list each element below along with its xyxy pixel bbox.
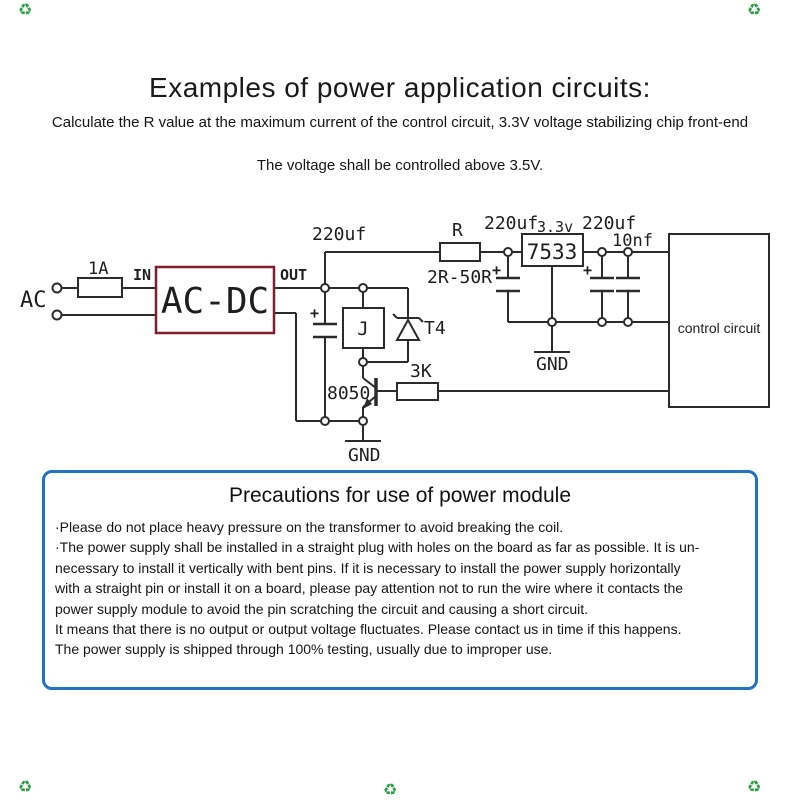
cap1-label: 220uf xyxy=(484,213,539,234)
relay-label: J xyxy=(357,318,369,340)
pin-out-label: OUT xyxy=(280,266,308,284)
cap2-plus: + xyxy=(583,261,593,279)
control-circuit-label: control circuit xyxy=(677,320,761,336)
precaution-line: The power supply is shipped through 100% testing, usually due to improper use. xyxy=(55,641,553,658)
transistor-label: 8050 xyxy=(327,383,371,404)
cap-out-plus: + xyxy=(310,304,320,322)
gnd2-label: GND xyxy=(348,445,381,466)
precaution-line: ·The power supply shall be installed in a straight plug with holes on the board as far as possible. It is un- xyxy=(55,539,700,556)
precaution-line: ·Please do not place heavy pressure on the transformer to avoid breaking the coil. xyxy=(55,519,564,535)
precaution-line: It means that there is no output or output voltage fluctuates. Please contact us in time if this happens. xyxy=(55,621,682,638)
fuse-label: 1A xyxy=(88,259,109,279)
diode-label: T4 xyxy=(424,318,446,339)
recycle-watermark-icon: ♻ xyxy=(747,2,762,19)
reg-voltage-label: 3.3v xyxy=(537,218,574,236)
cap2-label: 220uf xyxy=(582,213,637,234)
regulator-label: 7533 xyxy=(526,240,578,264)
precautions-box xyxy=(42,470,758,690)
recycle-watermark-icon: ♻ xyxy=(18,779,33,796)
precaution-line: with a straight pin or install it on a board, please pay attention not to run the wire where it contacts the xyxy=(55,580,684,597)
fuse-body xyxy=(78,278,122,297)
ac-dc-module-label: AC-DC xyxy=(160,281,270,322)
resistor-3k-body xyxy=(397,383,438,400)
subtitle-line-2: The voltage shall be controlled above 3.5V. xyxy=(256,157,544,174)
resistor-r-name: R xyxy=(452,220,463,241)
pin-in-label: IN xyxy=(133,266,152,284)
precautions-title: Precautions for use of power module xyxy=(228,484,572,507)
recycle-watermark-icon: ♻ xyxy=(383,782,398,799)
zener-diode-icon xyxy=(393,314,423,340)
subtitle-line-1: Calculate the R value at the maximum current of the control circuit, 3.3V voltage stabilizing chip front-end xyxy=(51,114,749,131)
cap-out-label: 220uf xyxy=(312,224,367,245)
gnd1-label: GND xyxy=(536,354,569,375)
recycle-watermark-icon: ♻ xyxy=(18,2,33,19)
page-title: Examples of power application circuits: xyxy=(149,72,651,103)
circuit-diagram xyxy=(0,200,800,470)
precautions-text xyxy=(55,517,747,660)
ac-label: AC xyxy=(20,288,47,313)
resistor-r-value: 2R-50R xyxy=(427,267,493,288)
cap3-label: 10nf xyxy=(612,231,653,251)
base-resistor-label: 3K xyxy=(410,361,432,382)
resistor-r-body xyxy=(440,243,480,261)
recycle-watermark-icon: ♻ xyxy=(747,779,762,796)
precaution-line: necessary to install it vertically with bent pins. If it is necessary to install the power supply horizontally xyxy=(55,559,681,576)
cap1-plus: + xyxy=(492,261,502,279)
precaution-line: power supply module to avoid the pin scratching the circuit and causing a short circuit. xyxy=(55,600,589,617)
